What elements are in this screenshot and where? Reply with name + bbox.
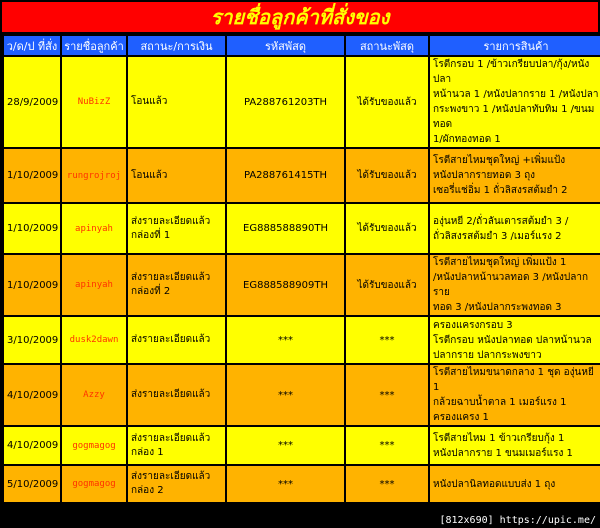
cell-tracking: EG888588909TH	[227, 255, 344, 315]
table-row	[4, 365, 600, 425]
header-items: รายการสินค้า	[430, 36, 600, 55]
cell-items-line: โรตีสายไหมขนาดกลาง 1 ชุด องุ่นหยี 1	[433, 367, 594, 393]
cell-payment-status	[128, 57, 225, 147]
cell-items-line: หนังปลากราย 1 ขนมเมอร์แรง 1	[433, 447, 573, 459]
cell-items	[430, 255, 600, 315]
cell-customer: gogmagog	[62, 427, 126, 464]
cell-tracking: ***	[227, 466, 344, 502]
cell-items	[430, 317, 600, 363]
cell-items	[430, 466, 600, 502]
cell-payment-status	[128, 317, 225, 363]
cell-items	[430, 204, 600, 253]
cell-date: 4/10/2009	[4, 365, 60, 425]
cell-items-line: โรตีสายไหมชุดใหญ่ +เพิ่มแป้ง	[433, 155, 566, 166]
header-customer: รายชื่อลูกค้า	[62, 36, 126, 55]
cell-items-line: ครองแครงกรอบ 3	[433, 319, 513, 331]
cell-customer: apinyah	[62, 204, 126, 253]
cell-payment-status-line: ส่งรายละเอียดแล้ว	[131, 471, 211, 482]
cell-items-line: เซอรี่แช่อิ่ม 1 ถั่วลิสงรสต้มยำ 2	[433, 185, 568, 196]
cell-payment-status	[128, 255, 225, 315]
cell-items-line: หนังปลากรายทอด 3 ถุง	[433, 170, 536, 181]
cell-date: 1/10/2009	[4, 255, 60, 315]
cell-customer: rungrojroj	[62, 149, 126, 202]
cell-items-line: โรตีสายไหม 1 ข้าวเกรียบกุ้ง 1	[433, 432, 565, 444]
orders-table	[2, 34, 600, 504]
cell-items-line: หน้านวล 1 /หนังปลากราย 1 /หนังปลา	[433, 89, 599, 100]
cell-items-line: โรตีสายไหมชุดใหญ่ เพิ่มแป้ง 1	[433, 257, 567, 268]
cell-tracking: ***	[227, 365, 344, 425]
cell-customer: Azzy	[62, 365, 126, 425]
cell-items-line: /หนังปลาหน้านวลทอด 3 /หนังปลากราย	[433, 272, 589, 298]
cell-items	[430, 57, 600, 147]
cell-items	[430, 365, 600, 425]
table-row	[4, 466, 600, 502]
cell-items-line: องุ่นหยี 2/ถั่วลันเตารสต้มยำ 3 /	[433, 215, 569, 227]
cell-items	[430, 149, 600, 202]
cell-parcel-status: ***	[346, 365, 428, 425]
cell-parcel-status: ***	[346, 466, 428, 502]
cell-payment-status-line: ส่งรายละเอียดแล้ว	[131, 272, 211, 283]
cell-customer: dusk2dawn	[62, 317, 126, 363]
table-row	[4, 317, 600, 363]
cell-items-line: กล้วยฉาบน้ำตาล 1 เมอร์แรง 1	[433, 397, 567, 408]
table-row	[4, 255, 600, 315]
cell-parcel-status: ได้รับของแล้ว	[346, 255, 428, 315]
cell-parcel-status: ***	[346, 317, 428, 363]
cell-items-line: 1/ผักทองทอด 1	[433, 134, 501, 145]
cell-customer: gogmagog	[62, 466, 126, 502]
cell-payment-status-line: กล่อง 2	[131, 485, 164, 496]
cell-tracking: PA288761415TH	[227, 149, 344, 202]
cell-items-line: หนังปลานิลทอดแบบส่ง 1 ถุง	[433, 478, 556, 490]
cell-date: 3/10/2009	[4, 317, 60, 363]
cell-items	[430, 427, 600, 464]
page-title: รายชื่อลูกค้าที่สั่งของ	[2, 2, 598, 32]
cell-payment-status	[128, 149, 225, 202]
cell-date: 5/10/2009	[4, 466, 60, 502]
cell-parcel-status: ได้รับของแล้ว	[346, 204, 428, 253]
cell-items-line: โรตีกรอบ 1 /ข้าวเกรียบปลา/กุ้ง/หนังปลา	[433, 59, 590, 85]
cell-parcel-status: ได้รับของแล้ว	[346, 57, 428, 147]
header-row	[4, 36, 600, 55]
cell-payment-status	[128, 466, 225, 502]
header-parcel-status: สถานะพัสดุ	[346, 36, 428, 55]
cell-payment-status-line: ส่งรายละเอียดแล้ว	[131, 389, 211, 400]
cell-payment-status-line: กล่องที่ 2	[131, 286, 171, 297]
cell-customer: apinyah	[62, 255, 126, 315]
header-tracking: รหัสพัสดุ	[227, 36, 344, 55]
cell-date: 1/10/2009	[4, 149, 60, 202]
cell-payment-status-line: โอนแล้ว	[131, 169, 168, 181]
cell-payment-status-line: กล่อง 1	[131, 446, 164, 458]
cell-tracking: EG888588890TH	[227, 204, 344, 253]
cell-tracking: ***	[227, 317, 344, 363]
cell-payment-status-line: กล่องที่ 1	[131, 229, 171, 241]
cell-parcel-status: ได้รับของแล้ว	[346, 149, 428, 202]
table-row	[4, 204, 600, 253]
header-date: ว/ด/ป ที่สั่ง	[4, 36, 60, 55]
cell-parcel-status: ***	[346, 427, 428, 464]
table-row	[4, 149, 600, 202]
cell-tracking: PA288761203TH	[227, 57, 344, 147]
cell-payment-status-line: ส่งรายละเอียดแล้ว	[131, 215, 211, 227]
cell-payment-status-line: ส่งรายละเอียดแล้ว	[131, 432, 211, 444]
cell-items-line: ถั่วลิสงรสต้มยำ 3 /เมอร์แรง 2	[433, 230, 562, 242]
table-row	[4, 57, 600, 147]
cell-items-line: โรตีกรอบ หนังปลาทอด ปลาหน้านวล	[433, 334, 592, 346]
cell-items-line: กระพงขาว 1 /หนังปลาทับทิม 1 /ขนมทอด	[433, 104, 595, 130]
cell-payment-status-line: ส่งรายละเอียดแล้ว	[131, 334, 211, 345]
watermark: [812x690] https://upic.me/	[439, 515, 596, 526]
cell-payment-status-line: โอนแล้ว	[131, 96, 168, 107]
cell-items-line: ครองแครง 1	[433, 412, 489, 423]
table-row	[4, 427, 600, 464]
cell-items-line: ปลากราย ปลากระพงขาว	[433, 349, 542, 361]
cell-items-line: ทอด 3 /หนังปลากระพงทอด 3	[433, 302, 562, 313]
cell-date: 4/10/2009	[4, 427, 60, 464]
cell-customer: NuBizZ	[62, 57, 126, 147]
cell-tracking: ***	[227, 427, 344, 464]
header-payment-status: สถานะ/การเงิน	[128, 36, 225, 55]
cell-date: 1/10/2009	[4, 204, 60, 253]
cell-payment-status	[128, 365, 225, 425]
cell-date: 28/9/2009	[4, 57, 60, 147]
cell-payment-status	[128, 427, 225, 464]
cell-payment-status	[128, 204, 225, 253]
